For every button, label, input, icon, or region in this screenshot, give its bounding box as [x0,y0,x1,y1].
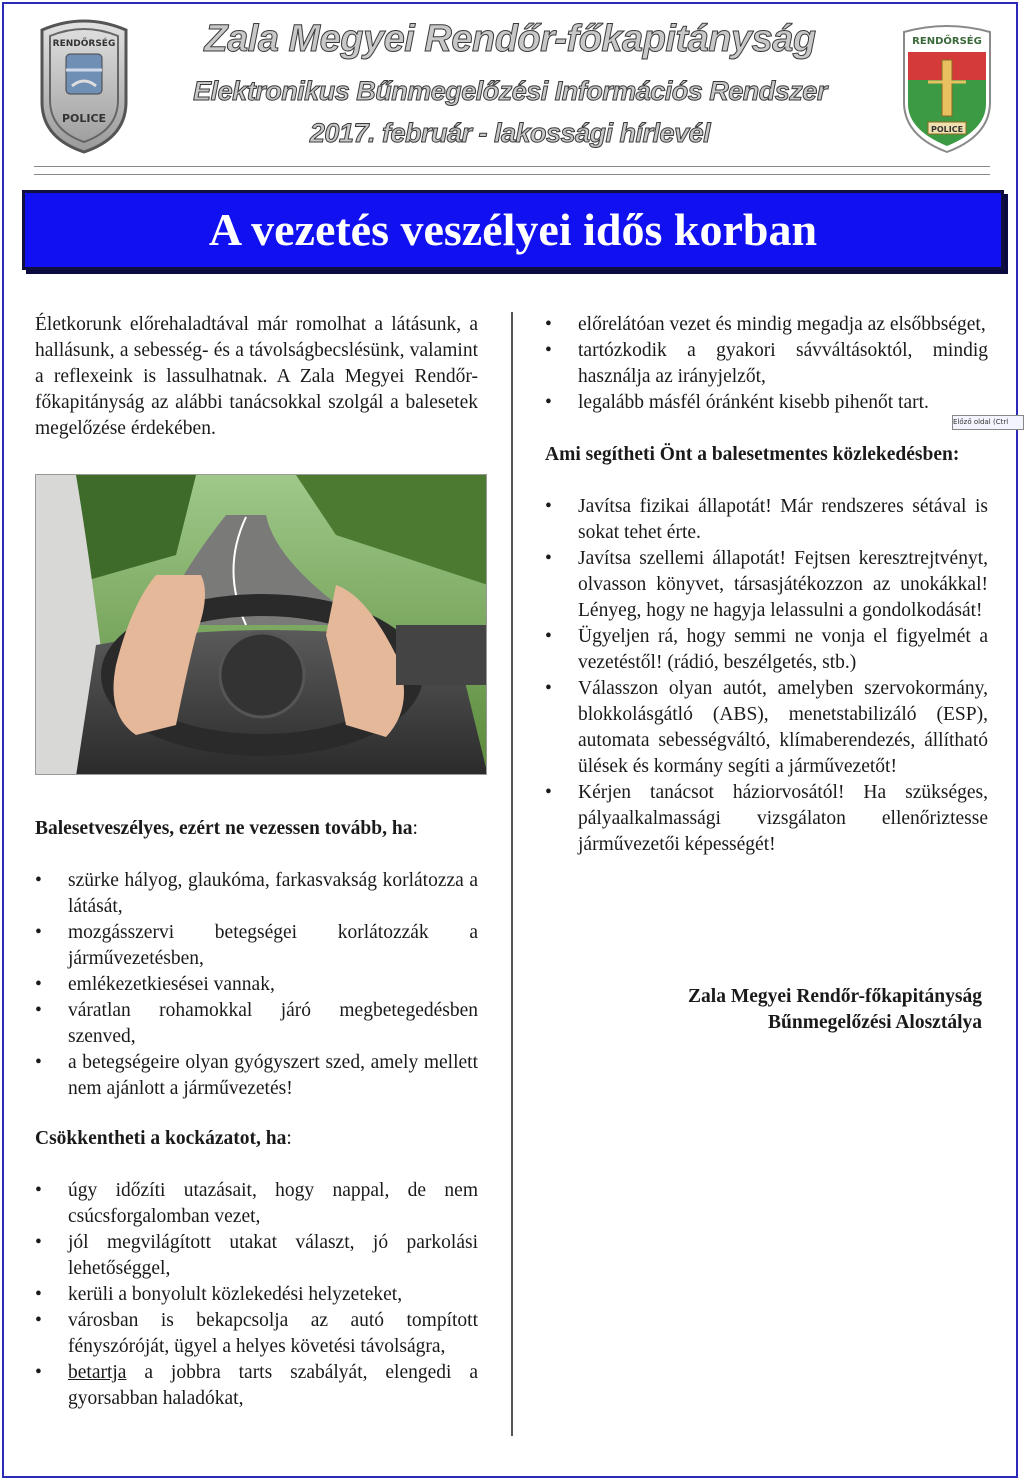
header-issue: 2017. február - lakossági hírlevél [309,118,711,148]
danger-heading-colon: : [412,818,418,839]
list-item: • mozgásszervi betegségei korlátozzák a járművezetésben, [35,920,478,972]
list-item: • emlékezetkiesései vannak, [35,972,478,998]
list-item: • városban is bekapcsolja az autó tompított fényszóróját, ügyel a helyes követési távolságra, [35,1308,478,1360]
list-item: • Javítsa szellemi állapotát! Fejtsen keresztrejtvényt, olvasson könyvet, társasjátékozzon az unokákkal! Lényeg, hogy ne hagyja lelassulni a gondolkodását! [545,546,988,624]
danger-list [35,868,478,1102]
list-item: • Kérjen tanácsot háziorvosától! Ha szükséges, pályaalkalmassági vizsgálaton ellenőriztesse járművezetői képességét! [545,780,988,858]
right-column [545,312,988,858]
police-badge-left-icon [36,16,132,154]
police-badge-right-icon [898,22,996,154]
list-item: • szürke hályog, glaukóma, farkasvakság korlátozza a látását, [35,868,478,920]
list-item: • Válasszon olyan autót, amelyben szervokormány, blokkolásgátló (ABS), menetstabilizáló (ESP), automata sebességváltó, klímaberendezés, állítható ülések és kormány segíti a járművezetőt! [545,676,988,780]
logo-right-top-text: RENDŐRSÉG [912,36,982,47]
reduce-list-continued [545,312,988,416]
column-divider [511,312,513,1436]
list-item: • kerüli a bonyolult közlekedési helyzeteket, [35,1282,478,1308]
list-item-text: a jobbra tarts szabályát, elengedi a gyorsabban haladókat, [68,1362,478,1409]
reduce-heading: Csökkentheti a kockázatot, ha [35,1128,287,1149]
list-item: • előrelátóan vezet és mindig megadja az elsőbbséget, [545,312,988,338]
header-rule-bottom [34,174,990,175]
page-title: A vezetés veszélyei idős korban [22,190,1004,270]
header-system: Elektronikus Bűnmegelőzési Információs Rendszer [193,76,827,106]
danger-section [35,816,478,1102]
signature-line-1: Zala Megyei Rendőr-főkapitányság [688,986,982,1007]
list-item: • Ügyeljen rá, hogy semmi ne vonja el figyelmét a vezetéstől! (rádió, beszélgetés, stb.) [545,624,988,676]
help-heading: Ami segítheti Önt a balesetmentes közlekedésben: [545,444,960,465]
list-item: • jól megvilágított utakat választ, jó parkolási lehetőséggel, [35,1230,478,1282]
list-item [35,1360,478,1412]
reduce-list [35,1178,478,1412]
header-org: Zala Megyei Rendőr-főkapitányság [204,18,816,60]
signature-line-2: Bűnmegelőzési Alosztálya [768,1012,982,1033]
header-rule-top [34,166,990,167]
danger-heading: Balesetveszélyes, ezért ne vezessen tovább, ha [35,818,413,839]
help-list [545,494,988,858]
previous-page-tooltip: Előző oldal (Ctrl [952,415,1024,430]
reduce-heading-colon: : [286,1128,292,1149]
list-item: • váratlan rohamokkal járó megbetegedésben szenved, [35,998,478,1050]
list-item: • Javítsa fizikai állapotát! Már rendszeres sétával is sokat tehet érte. [545,494,988,546]
signature [560,984,982,1036]
list-item: • a betegségeire olyan gyógyszert szed, amely mellett nem ajánlott a járművezetés! [35,1050,478,1102]
logo-left-top-text: RENDŐRSÉG [52,39,116,49]
reduce-section [35,1126,478,1412]
logo-right-bottom-text: POLICE [930,125,964,134]
logo-left-bottom-text: POLICE [61,112,107,125]
driving-photo [35,474,487,775]
list-item: • úgy időzíti utazásait, hogy nappal, de nem csúcsforgalomban vezet, [35,1178,478,1230]
underlined-word: betartja [68,1362,127,1383]
left-column [35,312,478,442]
list-item: • legalább másfél óránként kisebb pihenőt tart. [545,390,988,416]
list-item: • tartózkodik a gyakori sávváltásoktól, mindig használja az irányjelzőt, [545,338,988,390]
intro-paragraph: Életkorunk előrehaladtával már romolhat a látásunk, a hallásunk, a sebesség- és a távolságbecslésünk, valamint a reflexeink is lassulhatnak. A Zala Megyei Rendőr-főkapitányság az alábbi tanácsokkal szolgál a balesetek megelőzése érdekében. [35,314,478,439]
